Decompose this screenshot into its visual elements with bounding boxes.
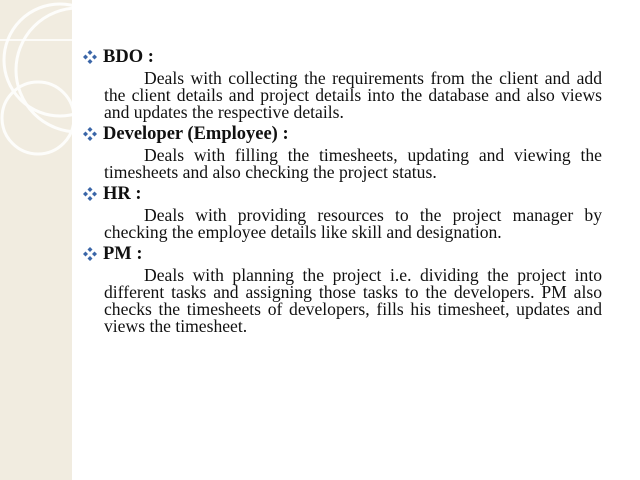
- list-item: [82, 123, 602, 181]
- item-description: Deals with filling the timesheets, updating and viewing the timesheets and also checking the project status.: [104, 145, 602, 182]
- item-description: Deals with providing resources to the project manager by checking the employee details like skill and designation.: [104, 205, 602, 242]
- item-description: Deals with collecting the requirements from the client and add the client details and project details into the database and also views and updates the respective details.: [104, 68, 602, 122]
- heading-text: Developer (Employee) :: [103, 124, 289, 144]
- diamond-bullet-icon: [82, 246, 98, 262]
- item-heading: [82, 243, 602, 265]
- list-item: [82, 243, 602, 335]
- list-item: [82, 183, 602, 241]
- diamond-bullet-icon: [82, 49, 98, 65]
- list-item: [82, 46, 602, 121]
- item-heading: [82, 183, 602, 205]
- heading-text: HR :: [103, 184, 142, 204]
- item-heading: [82, 123, 602, 145]
- item-description: Deals with planning the project i.e. dividing the project into different tasks and assigning those tasks to the developers. PM also checks the timesheets of developers, fills his timesheet, updates and views the timesheet.: [104, 265, 602, 336]
- item-heading: [82, 46, 602, 68]
- diamond-bullet-icon: [82, 186, 98, 202]
- slide-content: [82, 46, 602, 337]
- diamond-bullet-icon: [82, 126, 98, 142]
- heading-text: BDO :: [103, 47, 154, 67]
- heading-text: PM :: [103, 244, 143, 264]
